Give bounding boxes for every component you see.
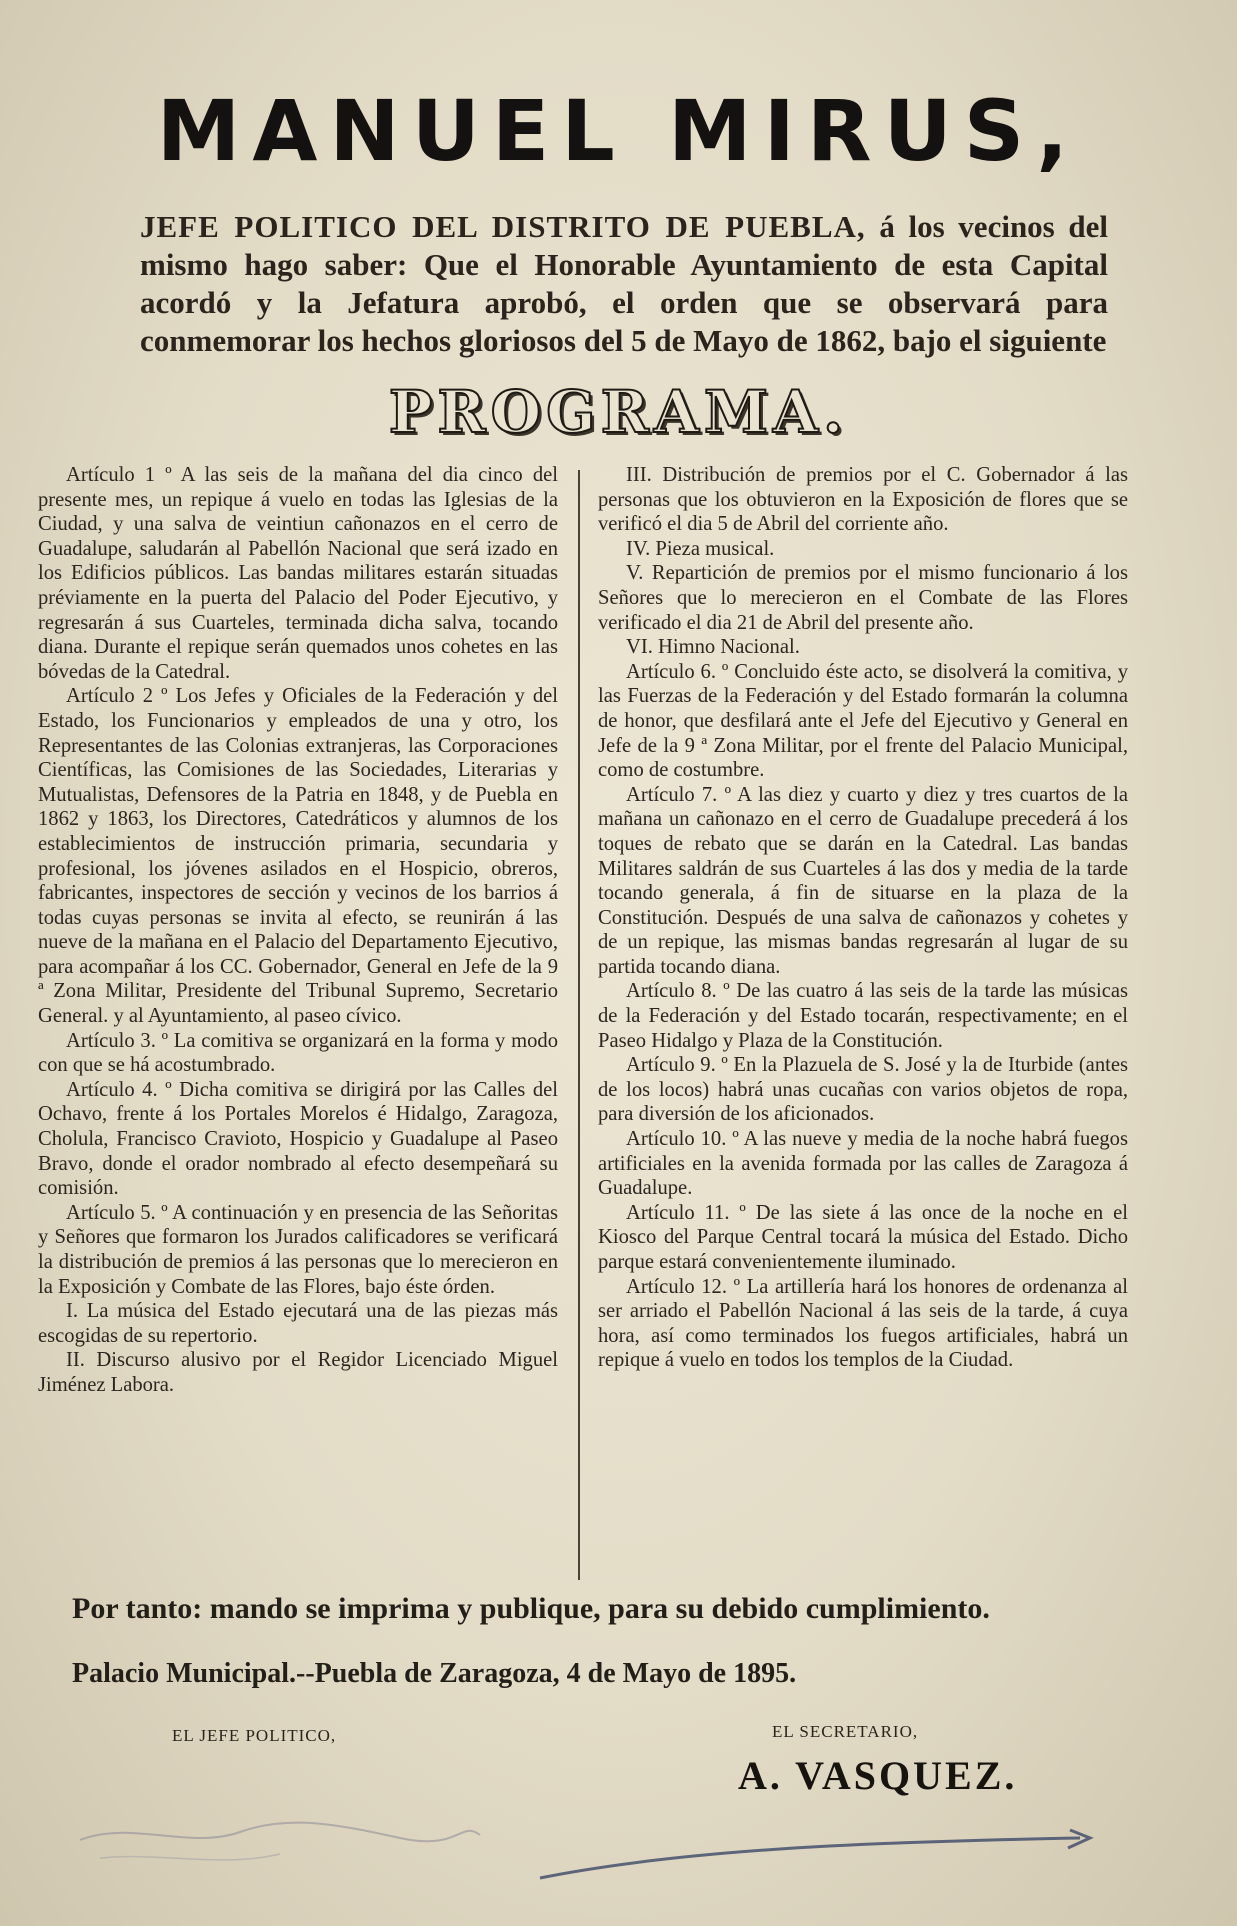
article-4: Artículo 4. º Dicha comitiva se dirigirá por las Calles del Ochavo, frente á los Portales Morelos é Hidalgo, Zaragoza, Cholula, Francisco Cravioto, Hospicio y Guadalupe al Paseo Bravo, donde el orador nombrado al efecto desempeñará su comisión. [38,1078,558,1200]
programa-heading: PROGRAMA. [388,378,849,446]
program-item-iv: IV. Pieza musical. [626,537,775,560]
program-item-i: I. La música del Estado ejecutará una de las piezas más escogidas de su repertorio. [38,1300,558,1347]
left-column [38,463,558,1398]
handwritten-signature [40,1780,1170,1900]
article-9: Artículo 9. º En la Plazuela de S. José y la de Iturbide (antes de los locos) habrá unas cucañas con varios objetos de ropa, para diversión de los aficionados. [598,1054,1128,1126]
poster-title: MANUEL MIRUS, [156,82,1081,180]
left-signatory-title: EL JEFE POLITICO, [172,1726,337,1745]
program-item-vi: VI. Himno Nacional. [626,636,800,659]
program-item-ii: II. Discurso alusivo por el Regidor Licenciado Miguel Jiménez Labora. [38,1349,558,1396]
right-column [598,463,1128,1373]
program-item-iii: III. Distribución de premios por el C. Gobernador á las personas que los obtuvieron en la Exposición de flores que se verificó el dia 5 de Abril del corriente año. [598,464,1128,536]
article-1: Artículo 1 º A las seis de la mañana del dia cinco del presente mes, un repique á vuelo en todas las Iglesias de la Ciudad, y una salva de veintiun cañonazos en el cerro de Guadalupe, saludarán al Pabellón Nacional que será izado en los Edificios públicos. Las bandas militares estarán situadas préviamente en la puerta del Palacio del Poder Ejecutivo, y regresarán á sus Cuarteles, terminada dicha salva, tocando diana. Durante el repique serán quemados unos cohetes en las bóvedas de la Catedral. [38,464,558,683]
article-10: Artículo 10. º A las nueve y media de la noche habrá fuegos artificiales en la avenida formada por las calles de Zaragoza á Guadalupe. [598,1128,1128,1200]
intro-text: á los vecinos del mismo hago saber: Que el Honorable Ayuntamiento de esta Capital acordó y la Jefatura aprobó, el orden que se observará para conmemorar los hechos gloriosos del 5 de Mayo de 1862, bajo el siguiente [140,209,1109,358]
column-divider [578,470,580,1580]
article-12: Artículo 12. º La artillería hará los honores de ordenanza al ser arriado el Pabellón Nacional á las seis de la tarde, á cuya hora, así como terminados los fuegos artificiales, habrá un repique á vuelo en todos los templos de la Ciudad. [598,1275,1128,1372]
place-and-date: Palacio Municipal.--Puebla de Zaragoza, 4 de Mayo de 1895. [72,1658,797,1689]
program-item-v: V. Repartición de premios por el mismo funcionario á los Señores que lo merecieron en el Combate de las Flores verificado el dia 21 de Abril del presente año. [598,562,1128,634]
closing-statement: Por tanto: mando se imprima y publique, para su debido cumplimiento. [72,1592,990,1625]
article-5: Artículo 5. º A continuación y en presencia de las Señoritas y Señores que formaron los Jurados calificadores se verificará la distribución de premios á las personas que lo merecieron en la Exposición y Combate de las Flores, bajo éste órden. [38,1201,558,1298]
article-2: Artículo 2 º Los Jefes y Oficiales de la Federación y del Estado, los Funcionarios y empleados de una y otro, los Representantes de las Colonias extranjeras, las Corporaciones Científicas, las Comisiones de las Sociedades, Literarias y Mutualistas, Defensores de la Patria en 1848, y de Puebla en 1862 y 1863, los Directores, Catedráticos y alumnos de los establecimientos de instrucción primaria, secundaria y profesional, los jóvenes asilados en el Hospicio, obreros, fabricantes, inspectores de sección y vecinos de los barrios á todas cuyas personas se invita al efecto, se reunirán á las nueve de la mañana en el Palacio del Departamento Ejecutivo, para acompañar á los CC. Gobernador, General en Jefe de la 9 ª Zona Militar, Presidente del Tribunal Supremo, Secretario General. y al Ayuntamiento, al paseo cívico. [38,685,558,1028]
intro-paragraph [140,208,1108,360]
article-6: Artículo 6. º Concluido éste acto, se disolverá la comitiva, y las Fuerzas de la Federación y del Estado formarán la columna de honor, que desfilará ante el Jefe del Ejecutivo y General en Jefe de la 9 ª Zona Militar, por el frente del Palacio Municipal, como de costumbre. [598,660,1128,782]
article-8: Artículo 8. º De las cuatro á las seis de la tarde las músicas de la Federación y del Estado tocarán, respectivamente; en el Paseo Hidalgo y Plaza de la Constitución. [598,980,1128,1052]
article-11: Artículo 11. º De las siete á las once de la noche en el Kiosco del Parque Central tocará la música del Estado. Dicho parque estará convenientemente iluminado. [598,1201,1128,1273]
right-signatory-name: A. VASQUEZ. [738,1753,1018,1798]
article-3: Artículo 3. º La comitiva se organizará en la forma y modo con que se há acostumbrado. [38,1029,558,1077]
right-signatory-title: EL SECRETARIO, [772,1722,919,1741]
intro-lead: JEFE POLITICO DEL DISTRITO DE PUEBLA, [140,209,866,244]
article-7: Artículo 7. º A las diez y cuarto y diez y tres cuartos de la mañana un cañonazo en el cerro de Guadalupe precederá á los toques de rebato que se darán en la Catedral. Las bandas Militares saldrán de sus Cuarteles á las dos y media de la tarde tocando generala, á fin de situarse en la plaza de la Constitución. Después de una salva de cañonazos y cohetes y de un repique, las mismas bandas regresarán al lugar de su partida tocando diana. [598,783,1128,978]
